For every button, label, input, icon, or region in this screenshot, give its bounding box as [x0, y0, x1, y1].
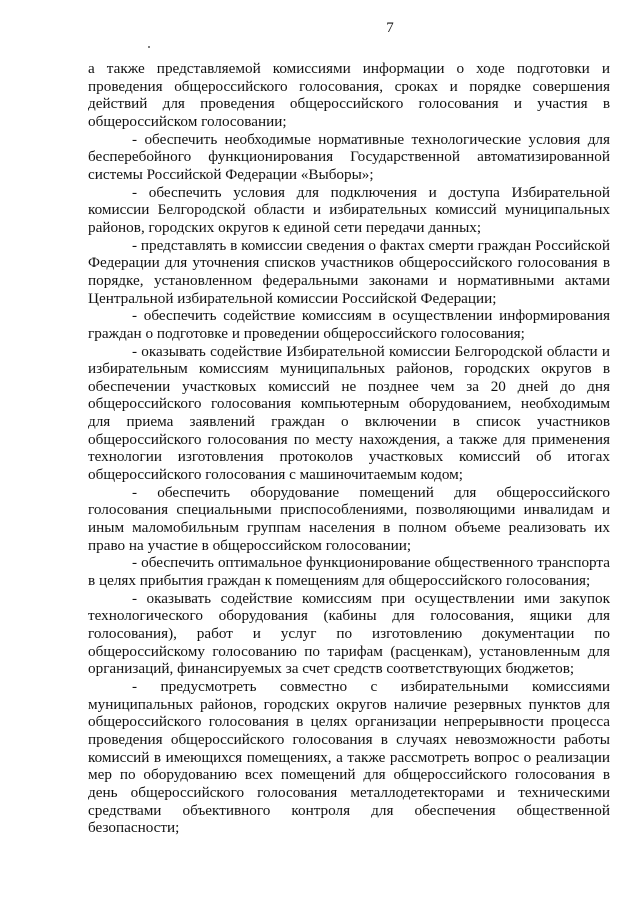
document-body: [88, 60, 610, 837]
paragraph: - обеспечить оборудование помещений для общероссийского голосования специальными приспособлениями, позволяющими инвалидам и иным маломобильным группам населения в полном объеме реализовать их право на участие в общероссийском голосовании;: [88, 483, 610, 554]
paragraph: - предусмотреть совместно с избирательными комиссиями муниципальных районов, городских округов наличие резервных пунктов для общероссийского голосования в целях организации непрерывности процесса проведения общероссийского голосования в случаях невозможности работы комиссий в имеющихся помещениях, а также рассмотреть вопрос о реализации мер по оборудованию всех помещений для общероссийского голосования в день общероссийского голосования металлодетекторами и техническими средствами объективного контроля для обеспечения общественной безопасности;: [88, 677, 610, 837]
paragraph: - обеспечить оптимальное функционирование общественного транспорта в целях прибытия граждан к помещениям для общероссийского голосования;: [88, 554, 610, 590]
paragraph: - обеспечить условия для подключения и доступа Избирательной комиссии Белгородской области и избирательных комиссий муниципальных районов, городских округов к единой сети передачи данных;: [88, 183, 610, 236]
paragraph: - обеспечить содействие комиссиям в осуществлении информирования граждан о подготовке и проведении общероссийского голосования;: [88, 307, 610, 342]
paragraph: - оказывать содействие комиссиям при осуществлении ими закупок технологического оборудования (кабины для голосования, ящики для голосования), работ и услуг по изготовлению документации по общероссийскому голосованию по тарифам (расценкам), установленным для организаций, финансируемых за счет средств соответствующих бюджетов;: [88, 589, 610, 678]
page-number: 7: [386, 20, 394, 36]
paragraph: - оказывать содействие Избирательной комиссии Белгородской области и избирательным комиссиям муниципальных районов, городских округов в обеспечении участковых комиссий не позднее чем за 20 дней до дня общероссийского голосования компьютерным оборудованием, необходимым для приема заявлений граждан о включении в список участников общероссийского голосования по месту нахождения, а также для применения технологии изготовления протоколов участковых комиссий об итогах общероссийского голосования с машиночитаемым кодом;: [88, 342, 610, 484]
paragraph: - представлять в комиссии сведения о фактах смерти граждан Российской Федерации для уточнения списков участников общероссийского голосования в порядке, установленном федеральными законами и нормативными актами Центральной избирательной комиссии Российской Федерации;: [88, 236, 610, 307]
paragraph: - обеспечить необходимые нормативные технологические условия для бесперебойного функционирования Государственной автоматизированной системы Российской Федерации «Выборы»;: [88, 130, 610, 183]
paragraph: а также представляемой комиссиями информации о ходе подготовки и проведения общероссийского голосования, сроках и порядке совершения действий для проведения общероссийского голосования и участия в общероссийском голосовании;: [88, 60, 610, 130]
scan-artifact: [148, 46, 150, 48]
